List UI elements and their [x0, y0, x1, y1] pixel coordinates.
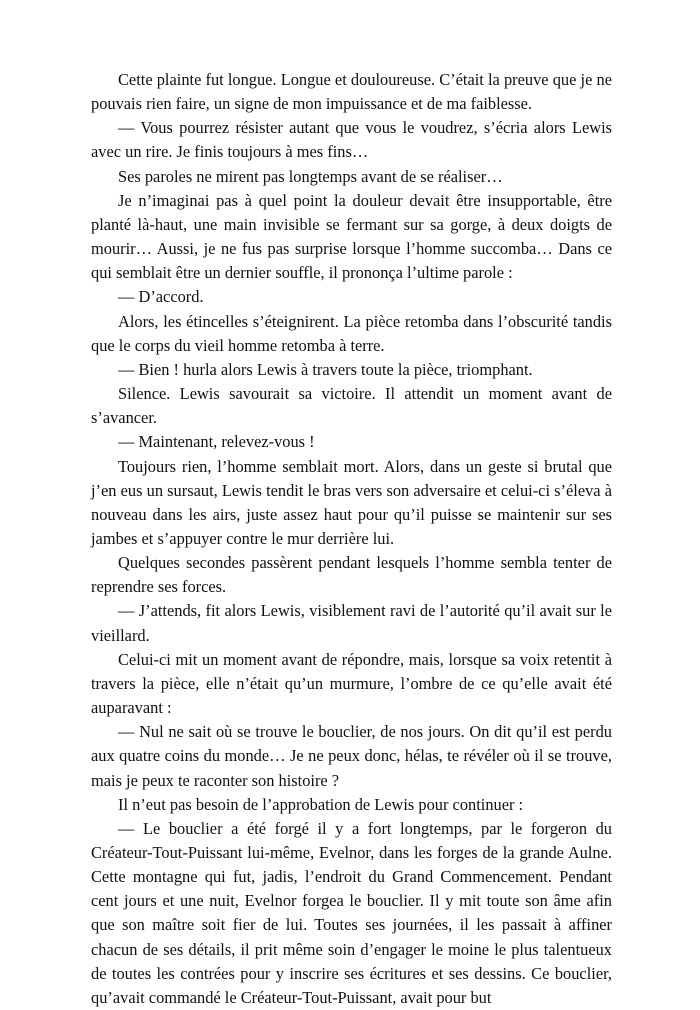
paragraph-5: — D’accord. [118, 287, 204, 307]
paragraph-6: Alors, les étincelles s’éteignirent. La pièce retomba dans l’obscurité tandis que le corps du vieil homme retomba à terre. [91, 311, 612, 355]
paragraph-12: — J’attends, fit alors Lewis, visiblement ravi de l’autorité qu’il avait sur le vieillard. [91, 601, 612, 645]
paragraph-10: Toujours rien, l’homme semblait mort. Alors, dans un geste si brutal que j’en eus un sursaut, Lewis tendit le bras vers son adversaire et celui-ci s’éleva à nouveau dans les airs, juste assez haut pour qu’il puisse se maintenir sur ses jambes et s’appuyer contre le mur derrière lui. [91, 456, 612, 548]
paragraph-15: Il n’eut pas besoin de l’approbation de Lewis pour continuer : [118, 794, 524, 814]
paragraph-3: Ses paroles ne mirent pas longtemps avant de se réaliser… [118, 166, 503, 186]
document-page [91, 68, 612, 1010]
paragraph-4: Je n’imaginai pas à quel point la douleur devait être insupportable, être planté là-haut, une main invisible se fermant sur sa gorge, à deux doigts de mourir… Aussi, je ne fus pas surprise lorsque l’homme succomba… Dans ce qui semblait être un dernier souffle, il prononça l’ultime parole : [91, 190, 612, 283]
paragraph-16: — Le bouclier a été forgé il y a fort longtemps, par le forgeron du Créateur-Tout-Puissant lui-même, Evelnor, dans les forges de la grande Aulne. Cette montagne qui fut, jadis, l’endroit du Grand Commencement. Pendant cent jours et une nuit, Evelnor forgea le bouclier. Il y mit toute son âme afin que son maître soit fier de lui. Toutes ses journées, il les passait à affiner chacun de ses détails, il prit même soin d’engager le moine le plus talentueux de toutes les contrées pour y inscrire ses écritures et ses dessins. Ce bouclier, qu’avait commandé le Créateur-Tout-Puissant, avait pour but [91, 818, 612, 1007]
paragraph-13: Celui-ci mit un moment avant de répondre, mais, lorsque sa voix retentit à travers la pièce, elle n’était qu’un murmure, l’ombre de ce qu’elle avait été auparavant : [91, 649, 612, 718]
paragraph-7: — Bien ! hurla alors Lewis à travers toute la pièce, triomphant. [118, 359, 533, 379]
paragraph-8: Silence. Lewis savourait sa victoire. Il attendit un moment avant de s’avancer. [91, 384, 612, 428]
paragraph-11: Quelques secondes passèrent pendant lesquels l’homme sembla tenter de reprendre ses forces. [91, 553, 612, 597]
paragraph-1: Cette plainte fut longue. Longue et douloureuse. C’était la preuve que je ne pouvais rien faire, un signe de mon impuissance et de ma faiblesse. [91, 70, 612, 114]
paragraph-14: — Nul ne sait où se trouve le bouclier, de nos jours. On dit qu’il est perdu aux quatre coins du monde… Je ne peux donc, hélas, te révéler où il se trouve, mais je peux te raconter son histoire ? [91, 722, 612, 790]
paragraph-9: — Maintenant, relevez-vous ! [118, 432, 315, 452]
paragraph-2: — Vous pourrez résister autant que vous le voudrez, s’écria alors Lewis avec un rire. Je finis toujours à mes fins… [91, 118, 612, 162]
